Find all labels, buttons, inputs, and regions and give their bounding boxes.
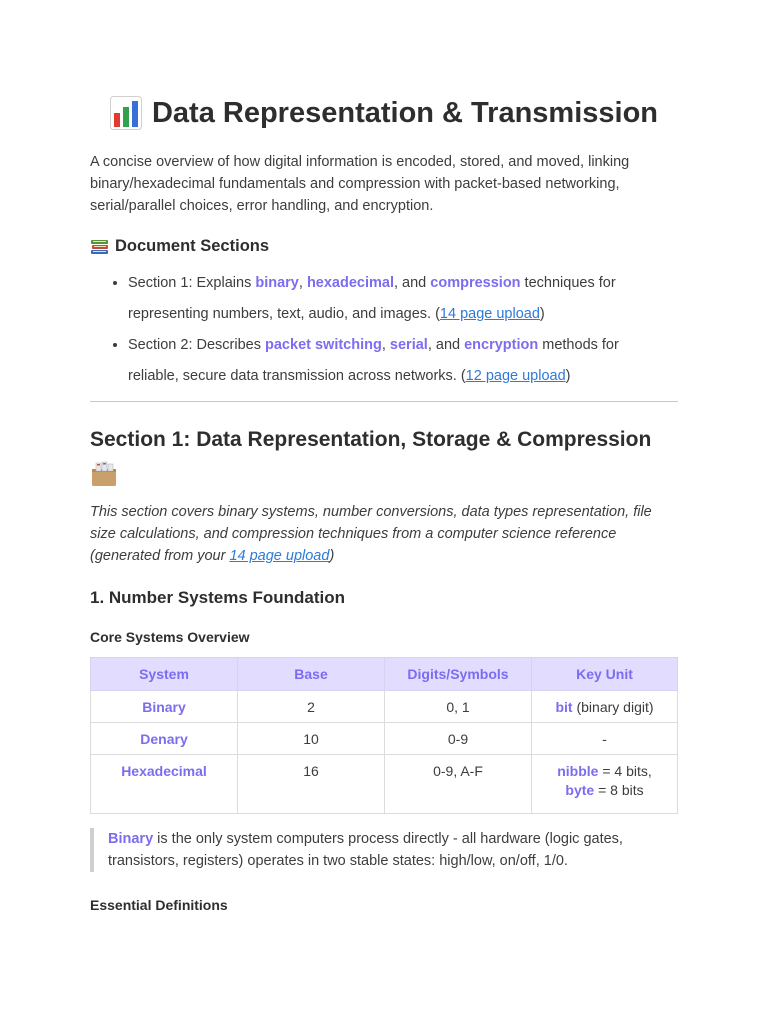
sections-list <box>90 268 716 392</box>
separator: , and <box>427 337 465 353</box>
separator: , <box>381 337 390 353</box>
column-header-system: System <box>91 658 238 691</box>
column-header-base: Base <box>238 658 385 691</box>
system-cell: Hexadecimal <box>91 755 238 814</box>
page-title-row <box>0 90 768 144</box>
system-cell: Binary <box>91 691 238 723</box>
section-2-prefix: Section 2: Describes <box>128 337 266 353</box>
separator: , and <box>394 275 431 291</box>
core-systems-heading: Core Systems Overview <box>90 629 250 645</box>
column-header-key-unit: Key Unit <box>532 658 678 691</box>
books-icon <box>90 237 109 256</box>
section-2-upload-link[interactable]: 12 page upload <box>465 368 566 384</box>
bar-chart-icon <box>110 96 142 130</box>
separator: , <box>298 275 307 291</box>
list-item <box>128 330 628 392</box>
core-systems-table <box>90 657 678 814</box>
base-cell: 2 <box>238 691 385 723</box>
essential-definitions-heading: Essential Definitions <box>90 897 228 913</box>
paren-close: ) <box>565 368 571 384</box>
keyword-packet-switching: packet switching <box>265 337 382 353</box>
section-1-desc-text: This section covers binary systems, number conversions, data types representation, file size calculations, and compression techniques from a computer science reference (generated from your <box>90 504 652 564</box>
section-1-desc-upload-link[interactable]: 14 page upload <box>229 548 330 564</box>
section-1-upload-link[interactable]: 14 page upload <box>439 306 540 322</box>
digits-cell: 0-9 <box>385 723 532 755</box>
keyword-byte: byte <box>565 782 595 798</box>
number-systems-heading: 1. Number Systems Foundation <box>90 588 346 607</box>
document-sections-label: Document Sections <box>115 237 270 255</box>
key-unit-cell: - <box>532 723 678 755</box>
keyword-serial: serial <box>389 337 428 353</box>
key-unit-cell <box>532 755 678 814</box>
table-row <box>91 691 678 723</box>
table-row <box>91 755 678 814</box>
base-cell: 10 <box>238 723 385 755</box>
keyword-encryption: encryption <box>464 337 539 353</box>
table-row <box>91 723 678 755</box>
file-box-icon <box>90 460 118 488</box>
paren-close: ) <box>329 548 335 564</box>
key-unit-text: (binary digit) <box>572 698 654 715</box>
intro-paragraph: A concise overview of how digital information is encoded, stored, and moved, linking binary/hexadecimal fundamentals and compression with packet-based networking, serial/parallel choices, error handling, and encryption. <box>90 154 630 214</box>
section-1-prefix: Section 1: Explains <box>128 275 256 291</box>
keyword-binary: Binary <box>108 831 154 847</box>
keyword-compression: compression <box>430 275 521 291</box>
digits-cell: 0-9, A-F <box>385 755 532 814</box>
document-sections-heading <box>90 234 678 258</box>
keyword-nibble: nibble <box>557 763 599 779</box>
column-header-digits: Digits/Symbols <box>385 658 532 691</box>
digits-cell: 0, 1 <box>385 691 532 723</box>
horizontal-divider <box>90 401 678 402</box>
page-title: Data Representation & Transmission <box>151 97 659 129</box>
section-2-description: methods for reliable, secure data transmission across networks. ( <box>128 337 619 384</box>
callout-text: is the only system computers process directly - all hardware (logic gates, transistors, registers) operates in two stable states: high/low, on/off, 1/0. <box>108 831 623 869</box>
paren-close: ) <box>539 306 545 322</box>
system-cell: Denary <box>91 723 238 755</box>
keyword-hexadecimal: hexadecimal <box>306 275 394 291</box>
keyword-bit: bit <box>555 698 573 715</box>
key-unit-text: = 8 bits <box>594 782 644 798</box>
binary-callout <box>90 828 678 872</box>
keyword-binary: binary <box>255 275 299 291</box>
base-cell: 16 <box>238 755 385 814</box>
key-unit-cell <box>532 691 678 723</box>
section-1-heading: Section 1: Data Representation, Storage & Compression <box>90 428 652 451</box>
section-1-description: techniques for representing numbers, text, audio, and images. ( <box>128 275 616 322</box>
table-header-row <box>91 658 678 691</box>
section-1-description <box>90 501 678 567</box>
key-unit-text: = 4 bits, <box>598 763 652 779</box>
list-item <box>128 268 628 330</box>
